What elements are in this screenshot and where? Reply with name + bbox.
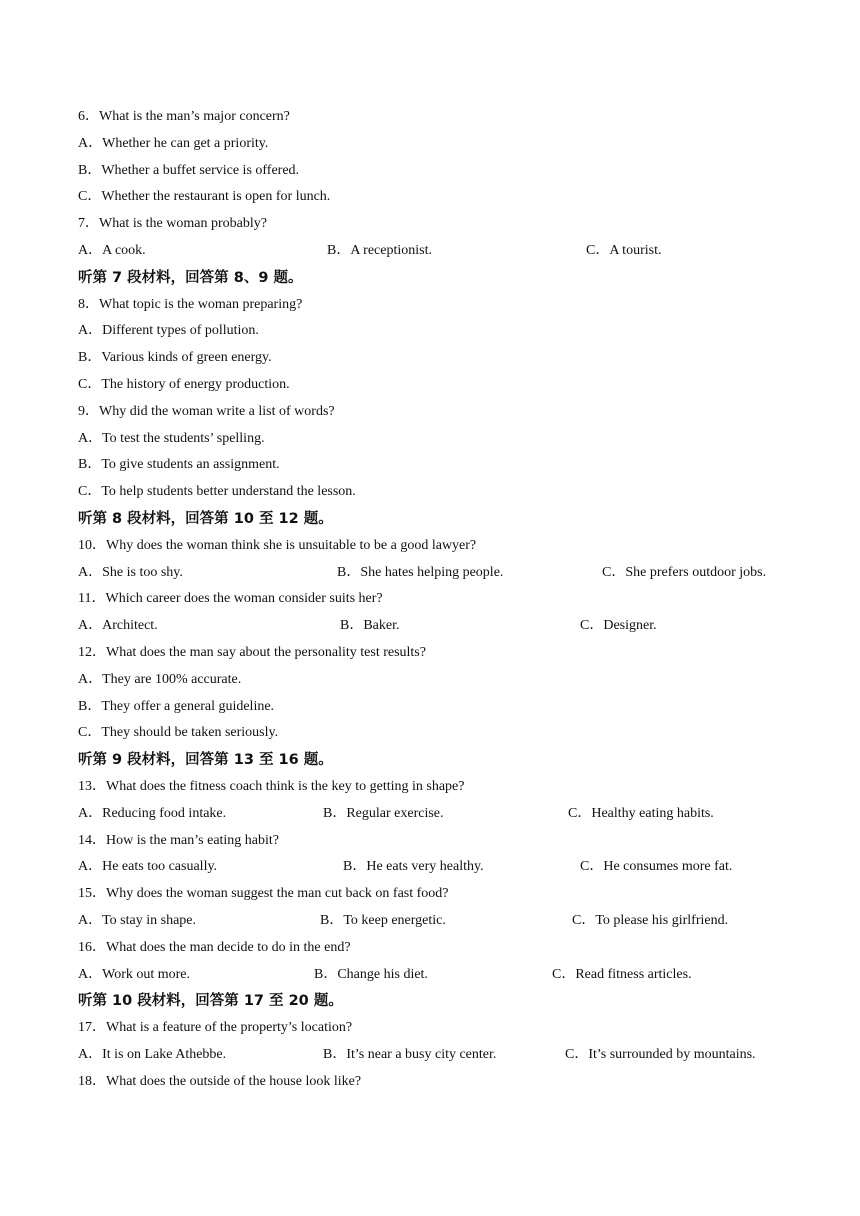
option-b: B．Regular exercise. — [323, 805, 444, 821]
question-line — [0, 881, 860, 908]
question-line — [0, 935, 860, 962]
option-a: A．She is too shy. — [78, 564, 183, 580]
option-b: B．A receptionist. — [327, 242, 432, 258]
option-line — [0, 184, 860, 211]
option-row — [0, 238, 860, 265]
option-a: A．Architect. — [78, 618, 158, 634]
section-heading: 听第 10 段材料，回答第 17 至 20 题。 — [78, 993, 343, 1010]
question-text: 15．Why does the woman suggest the man cut back on fast food? — [78, 886, 449, 902]
option-c: C．Read fitness articles. — [552, 966, 692, 982]
question-text: 7．What is the woman probably? — [78, 216, 267, 232]
option-line — [0, 131, 860, 158]
question-line — [0, 292, 860, 319]
question-text: 17．What is a feature of the property’s location? — [78, 1020, 353, 1036]
option-row — [0, 1042, 860, 1069]
option-b: B．It’s near a busy city center. — [323, 1046, 497, 1062]
section-heading-line — [0, 265, 860, 292]
option-text: B．To give students an assignment. — [78, 457, 280, 473]
option-text: A．Whether he can get a priority. — [78, 135, 269, 151]
section-heading-line — [0, 988, 860, 1015]
option-row — [0, 613, 860, 640]
question-line — [0, 586, 860, 613]
question-text: 10．Why does the woman think she is unsuitable to be a good lawyer? — [78, 537, 477, 553]
option-c: C．It’s surrounded by mountains. — [565, 1046, 756, 1062]
option-row — [0, 560, 860, 587]
option-line — [0, 479, 860, 506]
option-b: B．She hates helping people. — [337, 564, 504, 580]
question-text: 9．Why did the woman write a list of words? — [78, 403, 335, 419]
question-line — [0, 533, 860, 560]
question-text: 11．Which career does the woman consider suits her? — [78, 591, 383, 607]
option-b: B．He eats very healthy. — [343, 859, 484, 875]
option-line — [0, 345, 860, 372]
option-row — [0, 908, 860, 935]
question-line — [0, 399, 860, 426]
option-c: C．Healthy eating habits. — [568, 805, 714, 821]
question-line — [0, 104, 860, 131]
option-text: C．The history of energy production. — [78, 376, 290, 392]
question-line — [0, 211, 860, 238]
question-line — [0, 640, 860, 667]
option-text: A．They are 100% accurate. — [78, 671, 242, 687]
option-text: A．To test the students’ spelling. — [78, 430, 265, 446]
question-text: 8．What topic is the woman preparing? — [78, 296, 303, 312]
option-b: B．Baker. — [340, 618, 400, 634]
option-a: A．Work out more. — [78, 966, 191, 982]
option-text: B．Various kinds of green energy. — [78, 350, 272, 366]
option-c: C．She prefers outdoor jobs. — [602, 564, 767, 580]
option-line — [0, 158, 860, 185]
option-a: A．Reducing food intake. — [78, 805, 227, 821]
section-heading: 听第 7 段材料，回答第 8、9 题。 — [78, 269, 303, 286]
option-line — [0, 426, 860, 453]
question-text: 12．What does the man say about the personality test results? — [78, 644, 426, 660]
section-heading-line — [0, 506, 860, 533]
option-a: A．A cook. — [78, 242, 146, 258]
option-c: C．He consumes more fat. — [580, 859, 733, 875]
option-c: C．Designer. — [580, 618, 657, 634]
option-line — [0, 694, 860, 721]
option-text: A．Different types of pollution. — [78, 323, 259, 339]
option-a: A．It is on Lake Athebbe. — [78, 1046, 227, 1062]
section-heading: 听第 9 段材料，回答第 13 至 16 题。 — [78, 752, 333, 769]
document-page — [0, 104, 860, 1095]
question-line — [0, 1069, 860, 1096]
question-text: 6．What is the man’s major concern? — [78, 109, 290, 124]
option-row — [0, 854, 860, 881]
option-text: B．Whether a buffet service is offered. — [78, 162, 300, 178]
option-b: B．To keep energetic. — [320, 912, 446, 928]
option-row — [0, 801, 860, 828]
section-heading-line — [0, 747, 860, 774]
option-line — [0, 667, 860, 694]
option-row — [0, 962, 860, 989]
option-line — [0, 452, 860, 479]
option-text: C．Whether the restaurant is open for lunch. — [78, 189, 331, 205]
option-b: B．Change his diet. — [314, 966, 428, 982]
question-line — [0, 1015, 860, 1042]
option-line — [0, 372, 860, 399]
option-a: A．He eats too casually. — [78, 859, 218, 875]
option-c: C．To please his girlfriend. — [572, 912, 729, 928]
option-line — [0, 318, 860, 345]
question-text: 16．What does the man decide to do in the end? — [78, 939, 351, 955]
question-text: 18．What does the outside of the house look like? — [78, 1073, 362, 1089]
question-line — [0, 774, 860, 801]
question-text: 14．How is the man’s eating habit? — [78, 832, 280, 848]
option-line — [0, 720, 860, 747]
option-text: C．To help students better understand the lesson. — [78, 484, 356, 500]
option-c: C．A tourist. — [586, 242, 662, 258]
option-text: C．They should be taken seriously. — [78, 725, 279, 741]
option-text: B．They offer a general guideline. — [78, 698, 275, 714]
question-text: 13．What does the fitness coach think is the key to getting in shape? — [78, 778, 465, 794]
option-a: A．To stay in shape. — [78, 912, 197, 928]
question-line — [0, 828, 860, 855]
section-heading: 听第 8 段材料，回答第 10 至 12 题。 — [78, 510, 333, 527]
